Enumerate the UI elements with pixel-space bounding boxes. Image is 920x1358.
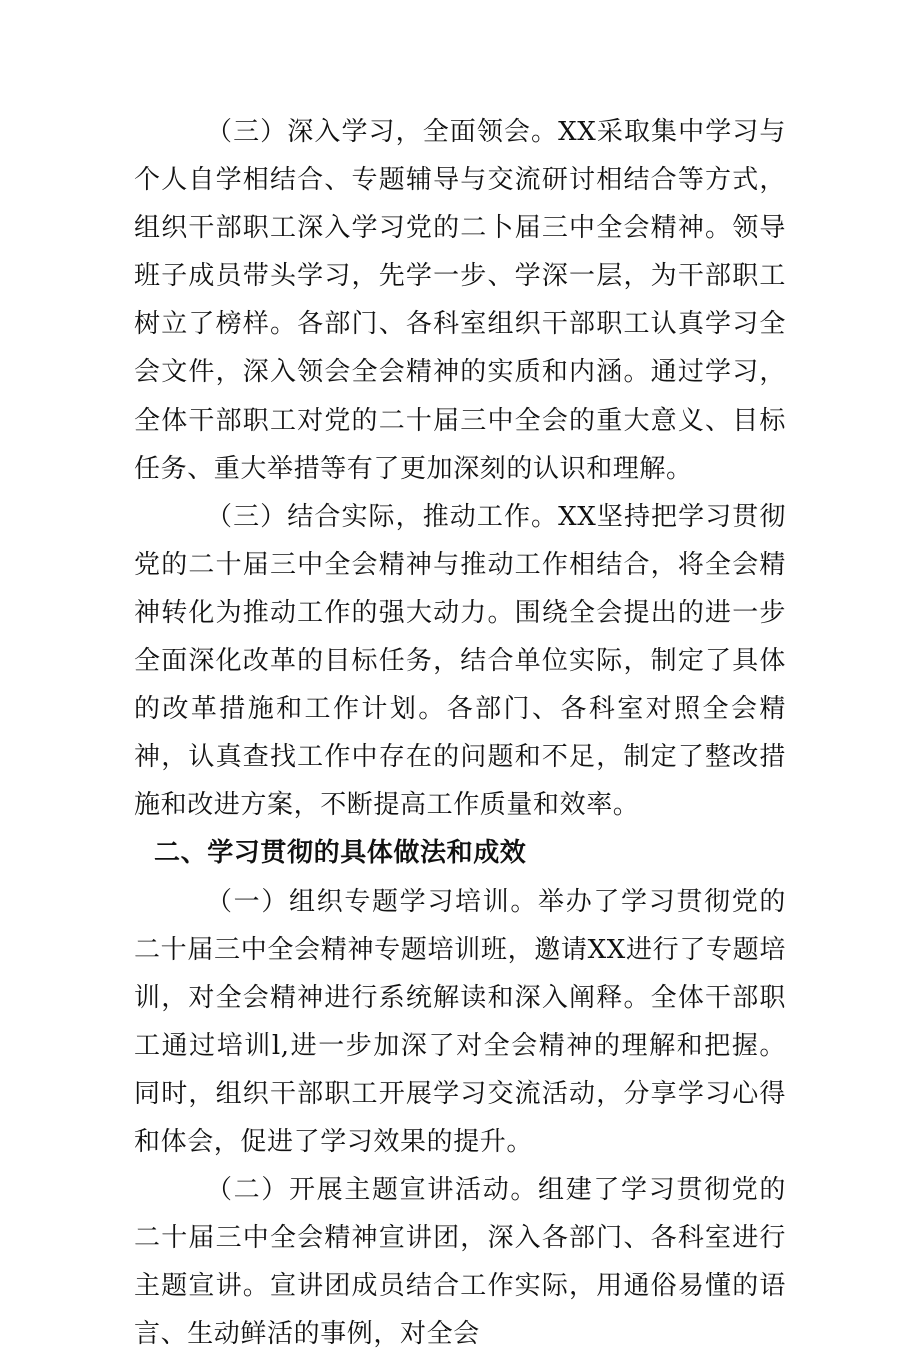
paragraph-theme-lectures: （二）开展主题宣讲活动。组建了学习贯彻党的二十届三中全会精神宣讲团，深入各部门、各科室进行主题宣讲。宣讲团成员结合工作实际，用通俗易懂的语言、生动鲜活的事例，对全会 (134, 1175, 786, 1350)
document-body (134, 108, 786, 1358)
paragraph-special-training: （一）组织专题学习培训。举办了学习贯彻党的二十届三中全会精神专题培训班，邀请XX进行了专题培训，对全会精神进行系统解读和深入阐释。全体干部职工通过培训l,进一步加深了对全会精神的理解和把握。同时，组织干部职工开展学习交流活动，分享学习心得和体会，促进了学习效果的提升。 (134, 886, 786, 1157)
section-heading-specific-practices: 二、学习贯彻的具体做法和成效 (154, 838, 527, 869)
paragraph-study-deeply: （三）深入学习，全面领会。XX采取集中学习与个人自学相结合、专题辅导与交流研讨相结合等方式，组织干部职工深入学习党的二卜届三中全会精神。领导班子成员带头学习，先学一步、学深一层，为干部职工树立了榜样。各部门、各科室组织干部职工认真学习全会文件，深入领会全会精神的实质和内涵。通过学习，全体干部职工对党的二十届三中全会的重大意义、目标任务、重大举措等有了更加深刻的认识和理解。 (134, 117, 786, 484)
paragraph-combine-practice: （三）结合实际，推动工作。XX坚持把学习贯彻党的二十届三中全会精神与推动工作相结合，将全会精神转化为推动工作的强大动力。围绕全会提出的进一步全面深化改革的目标任务，结合单位实际，制定了具体的改革措施和工作计划。各部门、各科室对照全会精神，认真查找工作中存在的问题和不足，制定了整改措施和改进方案，不断提高工作质量和效率。 (134, 501, 786, 821)
